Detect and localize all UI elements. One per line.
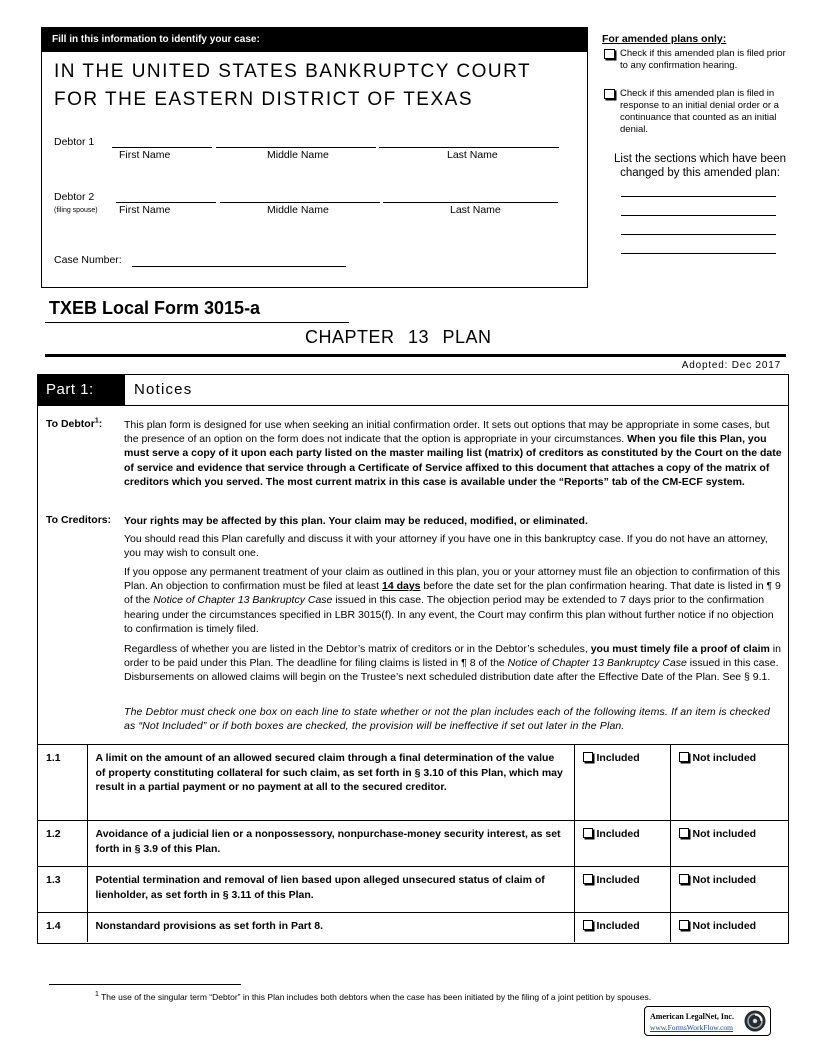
logo-emblem-icon <box>743 1009 767 1033</box>
footnote-divider <box>49 984 241 985</box>
claim-text-b: in order to be paid under this Plan. The deadline for filing claims is listed in ¶ 8 of the <box>124 643 781 670</box>
included-option[interactable] <box>574 913 670 942</box>
debtor1-label: Debtor 1 <box>54 136 95 148</box>
claim-notice-ref: Notice of Chapter 13 Bankruptcy Case <box>507 657 687 670</box>
case-info-box <box>41 27 588 288</box>
checkbox-icon[interactable] <box>679 874 689 884</box>
amended-check-label-2: Check if this amended plan is filed in response to an initial denial order or a continuance that counted as an initial denial. <box>620 88 779 135</box>
amended-section-line[interactable] <box>621 215 776 216</box>
part1-header <box>38 375 788 406</box>
not-included-label: Not included <box>692 874 757 886</box>
to-debtor-intro: This plan form is designed for use when seeking an initial confirmation order. It sets out options that may be appropriate in some cases, but the presence of an option on the form does not indicate that the option is appropriate in your circumstances. <box>124 419 770 446</box>
objection-paragraph <box>124 565 784 636</box>
debtor2-first-field[interactable] <box>116 202 216 203</box>
amended-section-line[interactable] <box>621 253 776 254</box>
claim-text-a: Regardless of whether you are listed in the Debtor’s matrix of creditors or in the Debtor’s schedules, <box>124 643 591 655</box>
checkbox-icon[interactable] <box>679 920 689 930</box>
plan-items-table <box>38 744 788 942</box>
checkbox-icon[interactable] <box>604 49 615 59</box>
part1-title: Notices <box>134 381 193 398</box>
to-debtor-label: To Debtor$^1$: <box>46 417 103 430</box>
logo-company-name: American LegalNet, Inc. <box>650 1012 734 1021</box>
objection-text-a: If you oppose any permanent treatment of your claim as outlined in this plan, you or your attorney must file an objection to confirmation of this Plan. An objection to confirmation must be filed at least <box>124 566 781 593</box>
included-option[interactable] <box>574 745 670 821</box>
amended-section-line[interactable] <box>621 196 776 197</box>
part1-tag: Part 1: <box>38 375 125 405</box>
objection-text-b: before the date set for the plan confirmation hearing. That date is listed in ¶ 9 of the <box>124 580 781 607</box>
debtor2-sublabel: (filing spouse) <box>54 207 98 214</box>
item-number: 1.2 <box>38 821 87 867</box>
item-description: Nonstandard provisions as set forth in Part 8. <box>87 913 574 942</box>
court-line-1: IN THE UNITED STATES BANKRUPTCY COURT <box>54 61 532 82</box>
objection-notice-ref: Notice of Chapter 13 Bankruptcy Case <box>153 594 333 607</box>
amended-section-line[interactable] <box>621 234 776 235</box>
claim-text-c: issued in this case. Disbursements on allowed claims will begin on the Trustee’s next scheduled distribution date after the Effective Date of the Plan. See § 9.1. <box>124 657 779 684</box>
table-row <box>38 913 788 942</box>
debtor1-first-field[interactable] <box>112 147 212 148</box>
form-title: TXEB Local Form 3015-a <box>49 298 261 318</box>
case-number-label: Case Number: <box>54 254 122 266</box>
debtor2-label: Debtor 2 <box>54 191 95 203</box>
part1-notices-box <box>37 374 789 944</box>
checkbox-instructions: The Debtor must check one box on each line to state whether or not the plan includes each of the following items. If an item is checked as “Not Included” or if both boxes are checked, the provision will be ineffective if set out later in the Plan. <box>124 706 770 733</box>
debtor2-middle-field[interactable] <box>220 202 380 203</box>
item-number: 1.3 <box>38 867 87 913</box>
title-divider <box>45 322 349 323</box>
to-debtor-service-notice: When you file this Plan, you must serve a copy of it upon each party listed on the master mailing list (matrix) of creditors as constituted by the Court on the date of service and evidence that service through a Certificate of Service affixed to this document that attaches a copy of the matrix of creditors which you served. The most current matrix in this case is available under the “Reports” tab of the CM-ECF system. <box>124 433 782 488</box>
objection-days: 14 days <box>381 580 421 593</box>
table-row <box>38 821 788 867</box>
item-description: A limit on the amount of an allowed secured claim through a final determination of the value of property constituting collateral for such claim, as set forth in § 3.10 of this Plan, which may result in a partial payment or no payment at all to the secured creditor. <box>87 745 574 821</box>
footnote-ref: 1 <box>94 417 99 425</box>
amended-plans-panel <box>602 33 792 254</box>
creditors-consult-paragraph: You should read this Plan carefully and discuss it with your attorney if you have one in this bankruptcy case. If you do not have an attorney, you may wish to consult one. <box>124 533 768 560</box>
checkbox-icon[interactable] <box>583 828 593 838</box>
included-label: Included <box>596 828 640 840</box>
court-line-2: FOR THE EASTERN DISTRICT OF TEXAS <box>54 89 473 110</box>
included-label: Included <box>596 920 640 932</box>
included-option[interactable] <box>574 821 670 867</box>
creditors-warning: Your rights may be affected by this plan. Your claim may be reduced, modified, or eliminated. <box>124 515 588 527</box>
item-number: 1.4 <box>38 913 87 942</box>
adopted-date: Adopted: Dec 2017 <box>681 360 781 371</box>
amended-check-row-1 <box>602 48 792 72</box>
item-description: Avoidance of a judicial lien or a nonpossessory, nonpurchase-money security interest, as set forth in § 3.9 of this Plan. <box>87 821 574 867</box>
debtor2-middle-label: Middle Name <box>267 204 329 216</box>
footnote-text: The use of the singular term “Debtor” in this Plan includes both debtors when the case has been initiated by the filing of a joint petition by spouses. <box>98 992 652 1002</box>
item-number: 1.1 <box>38 745 87 821</box>
included-label: Included <box>596 752 640 764</box>
debtor1-middle-field[interactable] <box>216 147 376 148</box>
to-debtor-label-text: To Debtor <box>46 418 95 430</box>
not-included-label: Not included <box>692 828 757 840</box>
footnote-number: 1 <box>95 991 99 999</box>
debtor2-last-field[interactable] <box>383 202 558 203</box>
case-number-field[interactable] <box>132 266 346 267</box>
claim-bold: you must timely file a proof of claim <box>590 643 770 655</box>
not-included-option[interactable] <box>670 745 788 821</box>
amended-title: For amended plans only: <box>602 33 727 45</box>
objection-text-c: issued in this case. The objection period may be extended to 7 days prior to the confirmation hearing under the circumstances specified in LBR 3015(f). In any event, the Court may confirm this plan without further notice if no objection to confirmation is timely filed. <box>124 594 774 635</box>
checkbox-icon[interactable] <box>679 828 689 838</box>
not-included-option[interactable] <box>670 867 788 913</box>
debtor2-first-label: First Name <box>119 204 171 216</box>
not-included-label: Not included <box>692 920 757 932</box>
debtor2-last-label: Last Name <box>450 204 501 216</box>
table-row <box>38 745 788 821</box>
case-info-header: Fill in this information to identify your case: <box>42 28 587 52</box>
checkbox-icon[interactable] <box>583 920 593 930</box>
checkbox-icon[interactable] <box>679 752 689 762</box>
amended-check-label-1: Check if this amended plan is filed prior to any confirmation hearing. <box>620 48 786 71</box>
debtor1-first-label: First Name <box>119 149 171 161</box>
plan-divider <box>45 354 786 357</box>
not-included-option[interactable] <box>670 821 788 867</box>
table-row <box>38 867 788 913</box>
included-label: Included <box>596 874 640 886</box>
to-debtor-text <box>124 418 784 489</box>
debtor1-last-field[interactable] <box>379 147 559 148</box>
checkbox-icon[interactable] <box>583 752 593 762</box>
american-legalnet-logo <box>644 1006 771 1036</box>
proof-of-claim-paragraph <box>124 642 784 685</box>
plan-title: CHAPTER 13 PLAN <box>305 327 492 347</box>
not-included-label: Not included <box>692 752 757 764</box>
amended-sections-label: List the sections which have been changed by this amended plan: <box>614 153 786 179</box>
to-creditors-label: To Creditors: <box>46 514 112 526</box>
amended-check-row-2 <box>602 88 792 136</box>
item-description: Potential termination and removal of lien based upon alleged unsecured status of claim of lienholder, as set forth in § 3.11 of this Plan. <box>87 867 574 913</box>
checkbox-icon[interactable] <box>604 89 615 99</box>
not-included-option[interactable] <box>670 913 788 942</box>
debtor1-middle-label: Middle Name <box>267 149 329 161</box>
included-option[interactable] <box>574 867 670 913</box>
checkbox-icon[interactable] <box>583 874 593 884</box>
court-name <box>54 58 531 114</box>
logo-url[interactable]: www.FormsWorkFlow.com <box>650 1023 734 1032</box>
footnote <box>95 992 651 1002</box>
debtor1-last-label: Last Name <box>447 149 498 161</box>
